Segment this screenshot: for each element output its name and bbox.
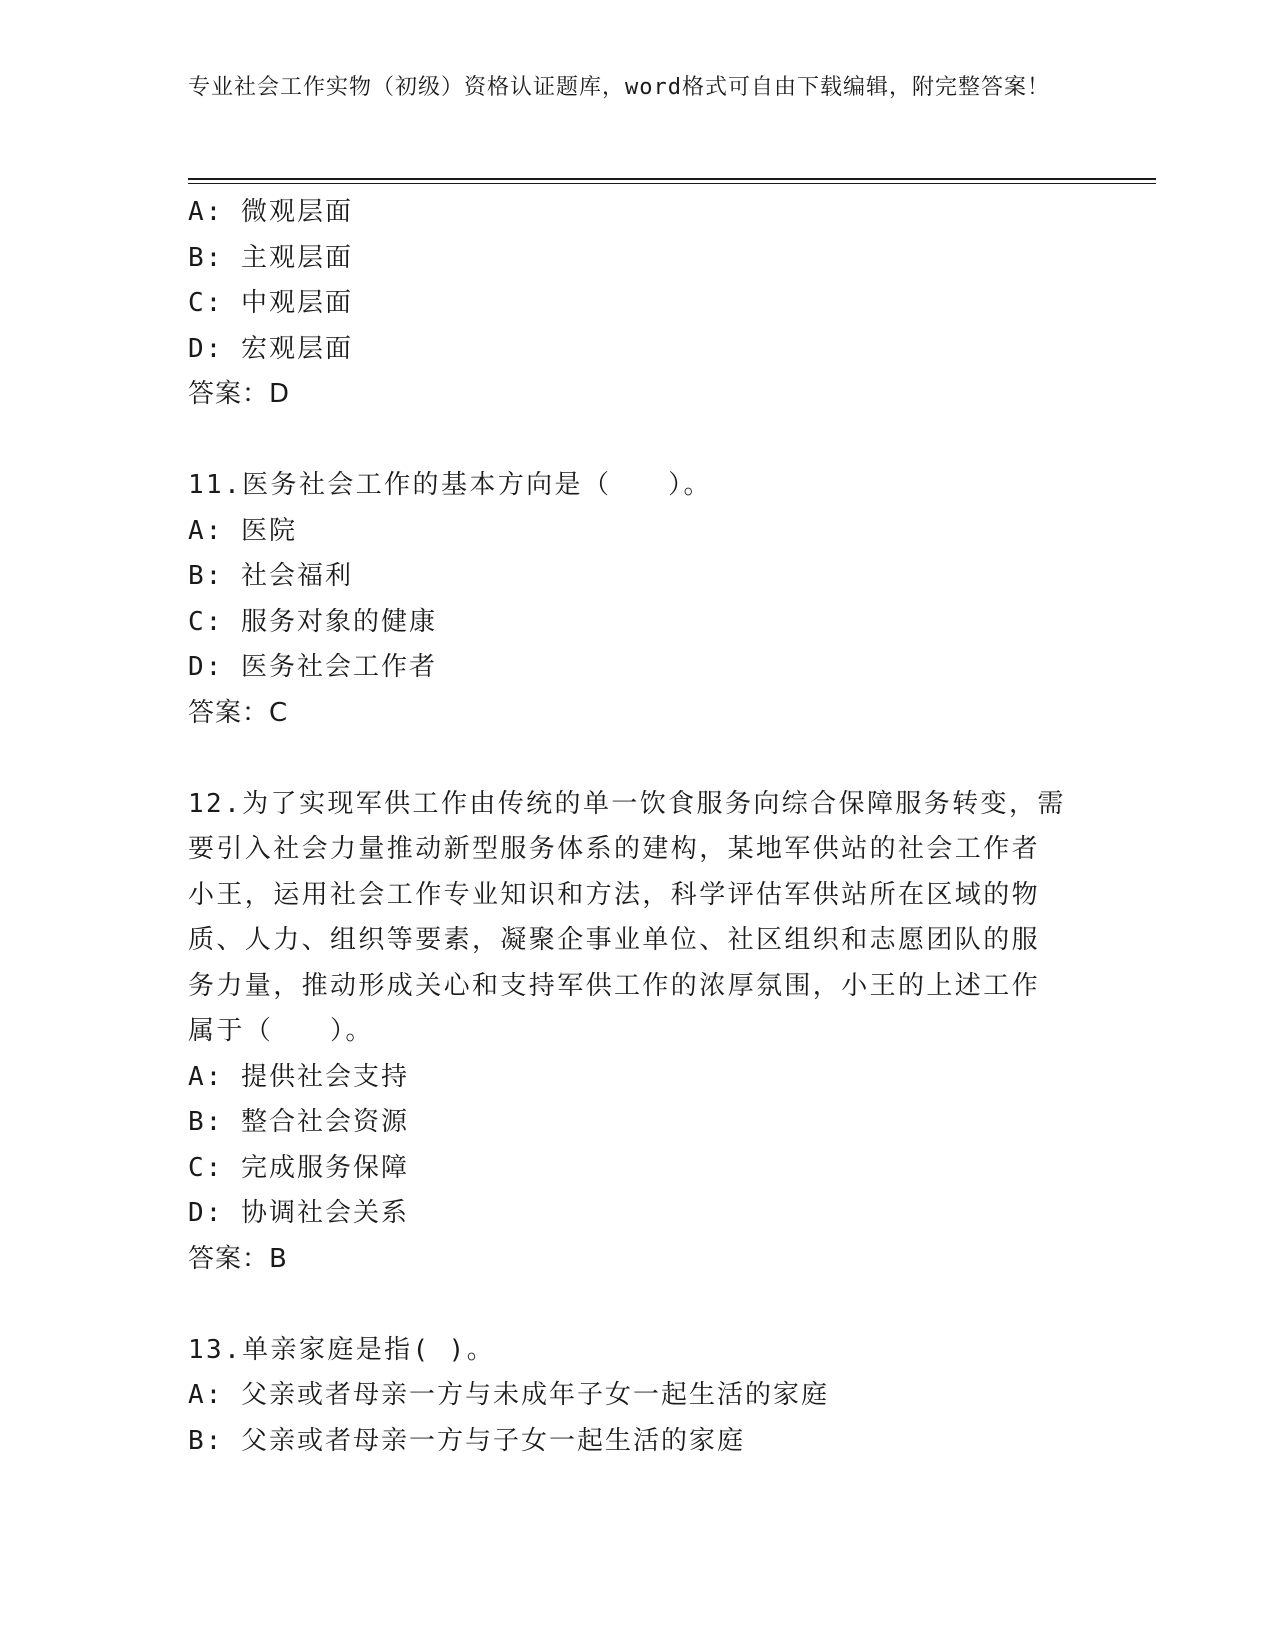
question-list — [188, 190, 1088, 1464]
spacer — [188, 736, 1088, 782]
header-divider-thick — [188, 178, 1156, 180]
option-d: D: 协调社会关系 — [188, 1198, 409, 1228]
question-stem: 12.为了实现军供工作由传统的单一饮食服务向综合保障服务转变，需要引入社会力量推动新型服务体系的建构，某地军供站的社会工作者小王，运用社会工作专业知识和方法，科学评估军供站所在区域的物质、人力、组织等要素，凝聚企事业单位、社区组织和志愿团队的服务力量，推动形成关心和支持军供工作的浓厚氛围，小王的上述工作属于（ ）。 — [188, 788, 1066, 1046]
header-divider-thin — [188, 183, 1156, 184]
document-header: 专业社会工作实物（初级）资格认证题库，word格式可自由下载编辑，附完整答案！ — [188, 75, 1050, 100]
option-a: A: 父亲或者母亲一方与未成年子女一起生活的家庭 — [188, 1380, 829, 1410]
option-c: C: 中观层面 — [188, 288, 353, 318]
spacer — [188, 1282, 1088, 1328]
question-13 — [188, 1328, 1088, 1465]
option-c: C: 完成服务保障 — [188, 1152, 409, 1183]
question-stem: 13.单亲家庭是指( )。 — [188, 1334, 496, 1365]
question-10 — [188, 190, 1088, 418]
question-stem: 11.医务社会工作的基本方向是（ ）。 — [188, 470, 712, 500]
option-a: A: 医院 — [188, 515, 297, 546]
question-12 — [188, 782, 1088, 1283]
option-b: B: 整合社会资源 — [188, 1107, 409, 1137]
option-d: D: 医务社会工作者 — [188, 652, 437, 682]
question-11 — [188, 463, 1088, 736]
option-b: B: 社会福利 — [188, 561, 353, 591]
answer: 答案：B — [188, 1243, 288, 1274]
option-b: B: 主观层面 — [188, 242, 353, 273]
option-b: B: 父亲或者母亲一方与子女一起生活的家庭 — [188, 1425, 745, 1456]
spacer — [188, 418, 1088, 464]
option-d: D: 宏观层面 — [188, 333, 353, 364]
answer: 答案：D — [188, 379, 291, 409]
option-c: C: 服务对象的健康 — [188, 606, 437, 637]
option-a: A: 提供社会支持 — [188, 1061, 409, 1092]
answer: 答案：C — [188, 697, 289, 728]
option-a: A: 微观层面 — [188, 197, 353, 227]
